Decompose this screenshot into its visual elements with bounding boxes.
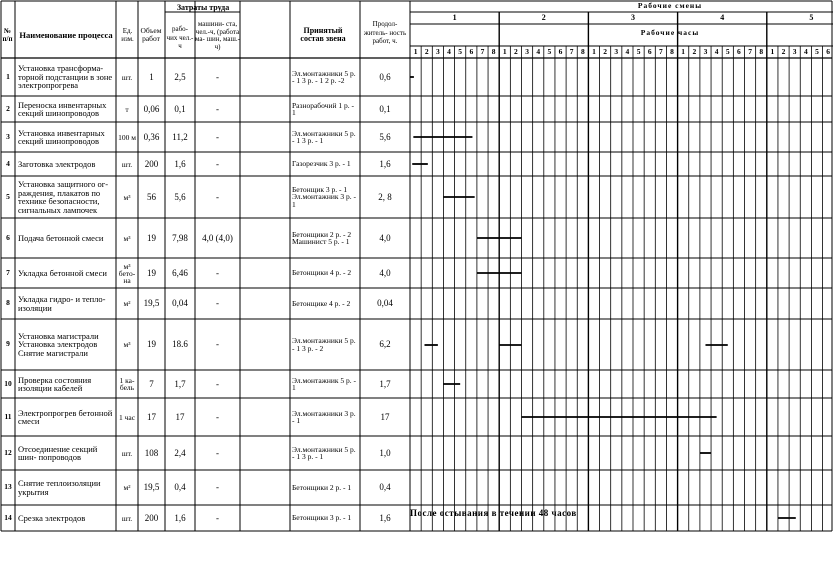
unit: м³ — [123, 192, 131, 202]
unit: шт. — [121, 159, 133, 169]
process-name: Заготовка электродов — [18, 158, 96, 169]
volume: 1 — [149, 71, 154, 82]
unit: м² — [123, 483, 131, 492]
hour-label: 5 — [815, 48, 819, 56]
row-number: 12 — [4, 447, 12, 457]
hour-label: 2 — [603, 48, 607, 56]
header-labor: Затраты труда — [176, 4, 230, 12]
header-unit: Ед. изм. — [121, 26, 134, 43]
hour-label: 1 — [681, 48, 686, 56]
unit: шт. — [121, 448, 133, 458]
hour-label: 3 — [614, 48, 619, 56]
unit: м³ — [123, 340, 131, 349]
hour-label: 6 — [647, 48, 652, 56]
labor-machines: 4,0 (4,0) — [202, 232, 233, 243]
hour-label: 8 — [580, 48, 585, 56]
hour-label: 7 — [658, 48, 663, 56]
header-labor-workers: рабо- чих чел.-ч — [166, 25, 194, 51]
hour-label: 6 — [737, 48, 741, 56]
unit: 1 час — [118, 412, 136, 422]
crew: Эл.монтажник 5 р. - 1 — [292, 375, 357, 392]
labor-machines: - — [216, 131, 219, 142]
labor-workers: 5,6 — [174, 191, 186, 202]
unit: м³ — [123, 233, 131, 243]
labor-workers: 11,2 — [172, 131, 188, 142]
unit: м³ бето- на — [118, 261, 136, 285]
crew: Эл.монтажники 5 р. - 1 3 р. - 1 — [292, 444, 356, 461]
hour-label: 7 — [748, 48, 752, 56]
process-name: Установка защитного ог- раждения, плакатов по технике безопасности, сигнальных лампочек — [18, 179, 109, 215]
labor-workers: 18.6 — [172, 339, 188, 350]
process-name: Установка инвентарных секций шинопроводов — [18, 127, 105, 146]
hour-label: 6 — [826, 48, 830, 56]
crew: Бетонщике 4 р. - 2 — [292, 298, 351, 308]
hour-label: 7 — [480, 48, 485, 56]
duration: 5,6 — [379, 131, 391, 142]
shift-number: 2 — [541, 14, 546, 22]
labor-workers: 0,1 — [174, 103, 186, 114]
crew: Разнорабочий 1 р. - 1 — [292, 100, 354, 117]
duration: 0,4 — [379, 482, 391, 493]
duration: 2, 8 — [378, 191, 392, 202]
labor-machines: - — [216, 71, 219, 82]
hour-label: 3 — [703, 48, 708, 56]
hour-label: 5 — [636, 48, 641, 56]
unit: 100 м — [118, 132, 136, 142]
crew: Бетонщики 2 р. - 1 — [292, 482, 352, 492]
hour-label: 1 — [502, 48, 507, 56]
duration: 1,6 — [379, 512, 391, 523]
process-name: Подача бетонной смеси — [18, 232, 104, 243]
crew: Газорезчик 3 р. - 1 — [292, 159, 351, 169]
labor-workers: 2,4 — [174, 447, 186, 458]
hour-label: 3 — [525, 48, 529, 56]
duration: 4,0 — [379, 232, 391, 243]
labor-machines: - — [216, 378, 219, 389]
volume: 200 — [144, 512, 159, 523]
cooling-note-text: После остывания в течении 48 часов — [410, 508, 577, 518]
crew: Эл.монтажники 3 р. - 1 — [292, 408, 356, 425]
duration: 0,6 — [379, 71, 391, 82]
crew: Эл.монтажники 5 р. - 1 3 р. - 1 2 р. -2 — [292, 68, 356, 85]
unit: м² — [123, 299, 131, 308]
volume: 200 — [144, 158, 159, 169]
labor-machines: - — [216, 191, 219, 202]
labor-workers: 1,7 — [174, 378, 186, 389]
process-name: Срезка электродов — [18, 512, 86, 523]
hour-label: 6 — [469, 48, 474, 56]
labor-machines: - — [216, 267, 219, 278]
hour-label: 4 — [536, 48, 541, 56]
process-name: Отсоединение секций шин- попроводов — [18, 443, 98, 462]
volume: 17 — [147, 411, 156, 422]
row-number: 8 — [6, 298, 10, 308]
header-hours: Рабочие часы — [640, 29, 700, 37]
hour-label: 4 — [803, 48, 808, 56]
hour-label: 3 — [435, 48, 440, 56]
labor-machines: - — [216, 158, 219, 169]
hour-label: 4 — [625, 48, 630, 56]
header-labor-machines: машини- ста, чел.-ч, (работа ма- шин, маш.-ч) — [195, 20, 240, 51]
header-crew: Принятый состав звена — [300, 25, 346, 43]
labor-workers: 1,6 — [174, 158, 186, 169]
hour-label: 1 — [592, 48, 596, 56]
hour-label: 4 — [714, 48, 719, 56]
duration: 6,2 — [379, 339, 391, 350]
crew: Бетонщики 4 р. - 2 — [292, 268, 352, 278]
crew: Бетонщик 3 р. - 1 Эл.монтажник 3 р. - 1 — [292, 184, 357, 209]
hour-label: 8 — [491, 48, 496, 56]
hour-label: 4 — [447, 48, 451, 56]
unit: т — [125, 104, 129, 114]
labor-workers: 7,98 — [172, 232, 188, 243]
crew: Бетонщики 3 р. - 1 — [292, 513, 352, 523]
row-number: 14 — [4, 512, 12, 522]
hour-label: 5 — [458, 48, 463, 56]
labor-machines: - — [216, 103, 219, 114]
row-number: 3 — [6, 131, 10, 141]
shift-number: 3 — [630, 14, 635, 22]
volume: 7 — [149, 378, 154, 389]
labor-workers: 1,6 — [174, 512, 186, 523]
hour-label: 7 — [569, 48, 574, 56]
labor-workers: 17 — [175, 411, 185, 422]
row-number: 11 — [4, 411, 12, 421]
hour-label: 2 — [424, 48, 429, 56]
labor-machines: - — [216, 482, 219, 493]
hour-label: 8 — [670, 48, 674, 56]
volume: 19,5 — [143, 482, 160, 493]
hour-label: 6 — [558, 48, 563, 56]
labor-machines: - — [216, 339, 219, 350]
row-number: 2 — [6, 103, 10, 113]
volume: 108 — [144, 447, 159, 458]
row-number: 9 — [6, 339, 10, 349]
volume: 0,06 — [143, 103, 160, 114]
duration: 1,7 — [379, 378, 391, 389]
hour-label: 5 — [547, 48, 552, 56]
labor-workers: 2,5 — [174, 71, 186, 82]
shift-number: 4 — [720, 14, 725, 22]
volume: 19 — [147, 339, 156, 350]
unit: шт. — [121, 72, 133, 82]
cooling-note — [410, 508, 830, 518]
unit: 1 ка- бель — [119, 376, 135, 392]
process-name: Укладка бетонной смеси — [18, 267, 107, 278]
volume: 0,36 — [143, 131, 160, 142]
row-number: 7 — [6, 267, 10, 277]
labor-workers: 0,04 — [172, 298, 188, 309]
hour-label: 2 — [692, 48, 697, 56]
shift-number: 5 — [809, 14, 814, 22]
volume: 19 — [147, 267, 156, 278]
duration: 0,04 — [377, 298, 393, 309]
row-number: 5 — [6, 191, 10, 201]
process-name: Переноска инвентарных секций шинопроводов — [18, 99, 107, 118]
process-name: Укладка гидро- и тепло- изоляции — [18, 294, 106, 313]
labor-machines: - — [216, 512, 219, 523]
row-number: 10 — [4, 378, 12, 388]
duration: 4,0 — [379, 267, 391, 278]
process-name: Установка трансформа- торной подстанции в зоне электропрогрева — [18, 63, 113, 91]
header-duration: Продол- житель- ность работ, ч. — [363, 20, 407, 46]
process-name: Электропрогрев бетонной смеси — [18, 407, 113, 426]
hour-label: 2 — [781, 48, 786, 56]
row-number: 6 — [6, 232, 10, 242]
duration: 1,0 — [379, 447, 391, 458]
process-name: Снятие теплоизоляции укрытия — [18, 478, 101, 497]
row-number: 1 — [6, 71, 10, 81]
crew: Эл.монтажники 5 р. - 1 3 р. - 2 — [292, 336, 356, 353]
process-name: Проверка состояния изоляции кабелей — [18, 374, 92, 393]
process-name: Установка магистрали Установка электродов Снятие магистрали — [18, 330, 99, 358]
duration: 0,1 — [379, 103, 391, 114]
hour-label: 5 — [725, 48, 730, 56]
crew: Бетонщики 2 р. - 2 Машинист 5 р. - 1 — [292, 229, 352, 246]
duration: 17 — [380, 411, 390, 422]
crew: Эл.монтажники 5 р. - 1 3 р. - 1 — [292, 128, 356, 145]
duration: 1,6 — [379, 158, 391, 169]
hour-label: 1 — [413, 48, 418, 56]
header-process: Наименование процесса — [19, 29, 113, 40]
unit: шт. — [121, 513, 133, 523]
row-number: 4 — [6, 158, 10, 168]
header-shifts: Рабочие смены — [637, 2, 703, 10]
volume: 19 — [147, 232, 156, 243]
hour-label: 1 — [770, 48, 775, 56]
labor-machines: - — [216, 411, 219, 422]
labor-machines: - — [216, 298, 219, 309]
volume: 19,5 — [143, 298, 160, 309]
volume: 56 — [147, 191, 156, 202]
hour-label: 2 — [514, 48, 518, 56]
row-number: 13 — [4, 482, 12, 492]
hour-label: 3 — [792, 48, 797, 56]
header-volume: Объем работ — [140, 25, 162, 43]
shift-number: 1 — [452, 14, 457, 22]
labor-machines: - — [216, 447, 219, 458]
header-no: № п/п — [2, 26, 13, 43]
hour-label: 8 — [759, 48, 764, 56]
labor-workers: 6,46 — [172, 267, 188, 278]
labor-workers: 0,4 — [174, 482, 186, 493]
